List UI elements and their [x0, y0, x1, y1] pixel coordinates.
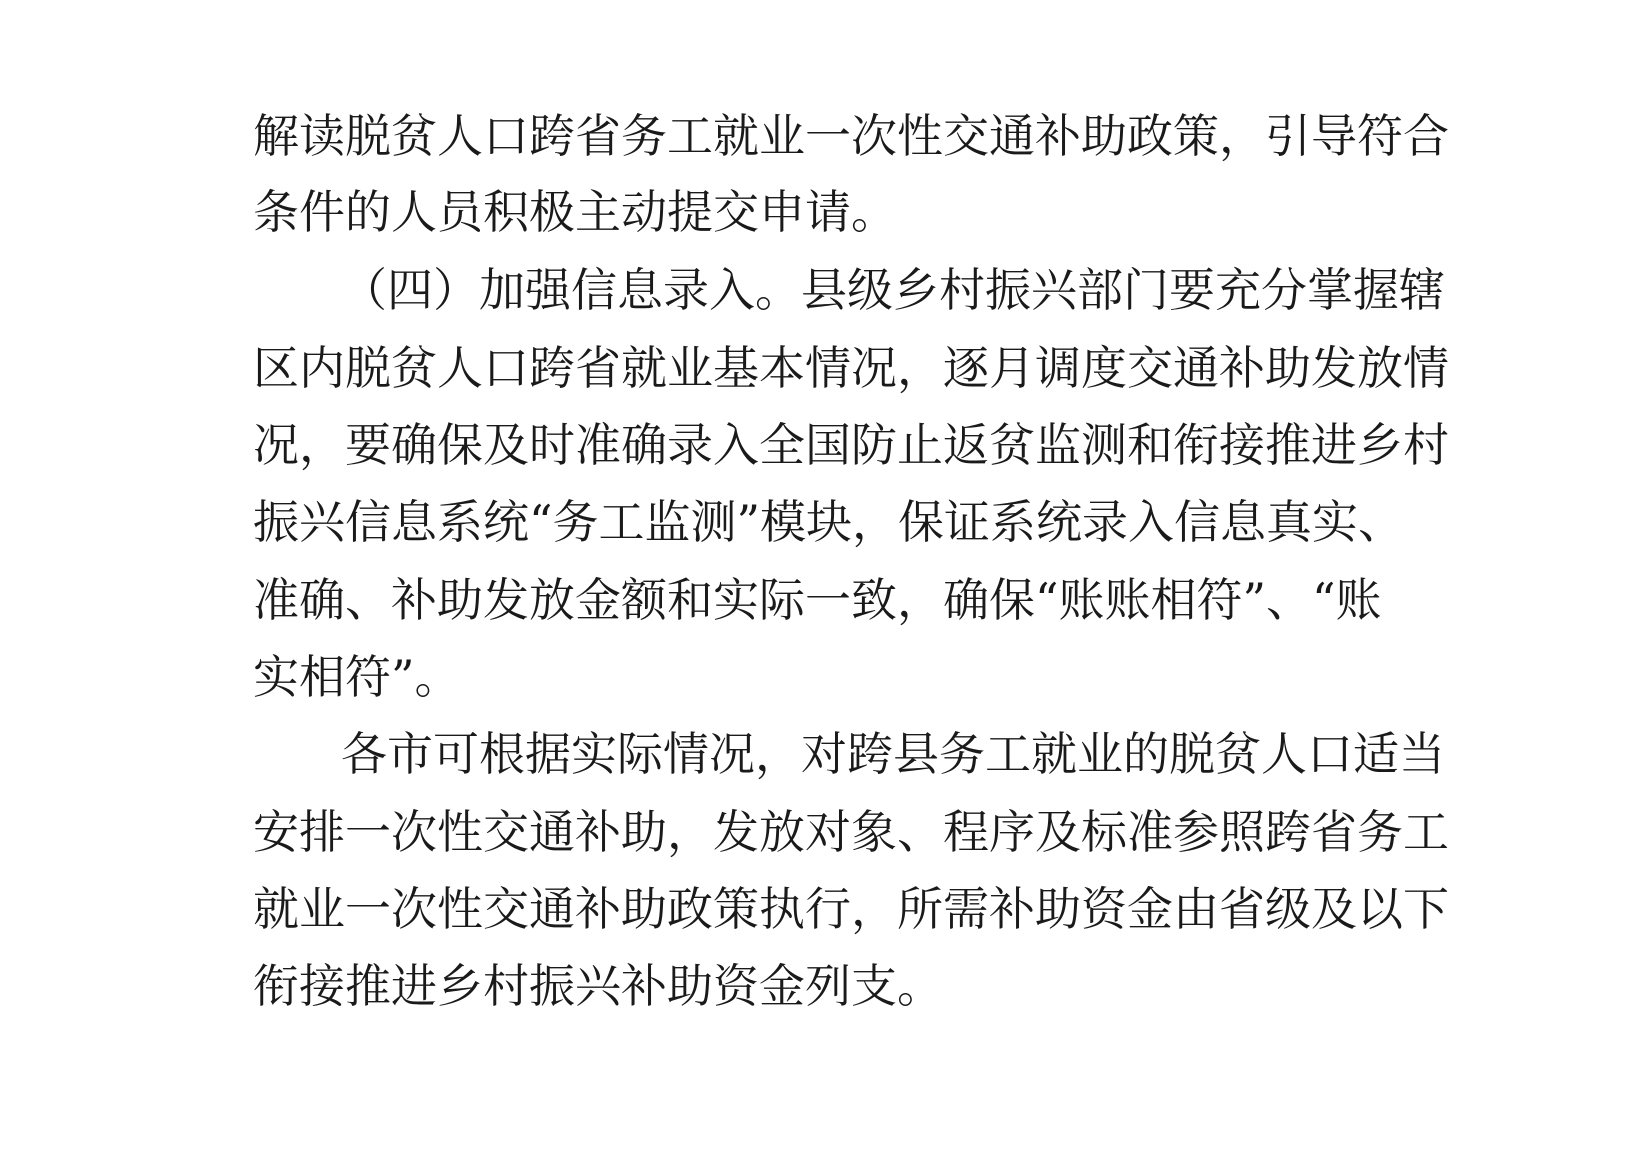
text-line-10: 安排一次性交通补助，发放对象、程序及标准参照跨省务工 [253, 805, 1449, 859]
text-line-8: 实相符”。 [253, 650, 461, 704]
text-line-2: 条件的人员积极主动提交申请。 [253, 185, 897, 239]
text-line-1: 解读脱贫人口跨省务工就业一次性交通补助政策，引导符合 [253, 109, 1449, 163]
text-line-11: 就业一次性交通补助政策执行，所需补助资金由省级及以下 [253, 882, 1449, 936]
section-heading-line: （四）加强信息录入。县级乡村振兴部门要充分掌握辖 [341, 263, 1445, 317]
text-line-7: 准确、补助发放金额和实际一致，确保“账账相符”、“账 [253, 573, 1382, 627]
text-line-5: 况，要确保及时准确录入全国防止返贫监测和衔接推进乡村 [253, 418, 1449, 472]
text-line-12: 衔接推进乡村振兴补助资金列支。 [253, 959, 943, 1013]
text-line-6: 振兴信息系统“务工监测”模块，保证系统录入信息真实、 [253, 495, 1405, 549]
text-line-4: 区内脱贫人口跨省就业基本情况，逐月调度交通补助发放情 [253, 341, 1449, 395]
paragraph-start-line: 各市可根据实际情况，对跨县务工就业的脱贫人口适当 [341, 727, 1445, 781]
